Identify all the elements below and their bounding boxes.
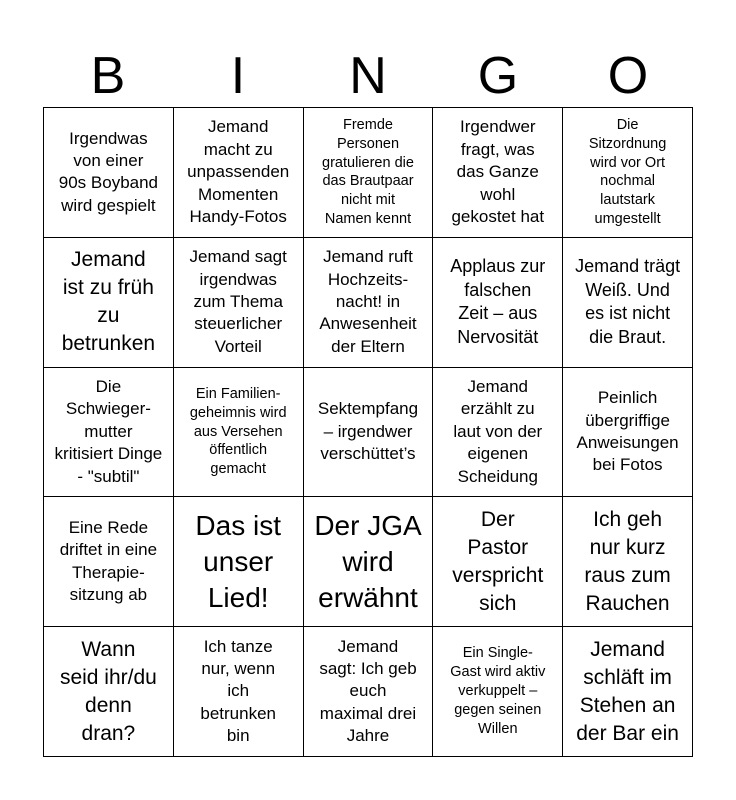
bingo-cell[interactable]: Das ist unser Lied!	[174, 497, 304, 627]
bingo-cell[interactable]: Ein Familien- geheimnis wird aus Versehen öffentlich gemacht	[174, 368, 304, 498]
bingo-cell[interactable]: Fremde Personen gratulieren die das Brautpaar nicht mit Namen kennt	[304, 108, 434, 238]
bingo-cell[interactable]: Ich tanze nur, wenn ich betrunken bin	[174, 627, 304, 757]
bingo-cell[interactable]: Eine Rede driftet in eine Therapie- sitzung ab	[44, 497, 174, 627]
bingo-cell[interactable]: Jemand trägt Weiß. Und es ist nicht die Braut.	[563, 238, 693, 368]
bingo-cell[interactable]: Ich geh nur kurz raus zum Rauchen	[563, 497, 693, 627]
header-letter-i: I	[230, 47, 246, 105]
header-letter-b: B	[90, 47, 126, 105]
bingo-cell[interactable]: Sektempfang – irgendwer verschüttet’s	[304, 368, 434, 498]
bingo-cell[interactable]: Applaus zur falschen Zeit – aus Nervosität	[433, 238, 563, 368]
bingo-cell[interactable]: Irgendwer fragt, was das Ganze wohl gekostet hat	[433, 108, 563, 238]
header-letter-n: N	[349, 47, 387, 105]
bingo-cell[interactable]: Peinlich übergriffige Anweisungen bei Fotos	[563, 368, 693, 498]
bingo-cell[interactable]: Die Schwieger- mutter kritisiert Dinge - "subtil"	[44, 368, 174, 498]
bingo-grid	[43, 107, 693, 757]
bingo-cell[interactable]: Der JGA wird erwähnt	[304, 497, 434, 627]
bingo-cell[interactable]: Jemand macht zu unpassenden Momenten Handy-Fotos	[174, 108, 304, 238]
header-letter-g: G	[477, 47, 519, 105]
bingo-cell[interactable]: Ein Single- Gast wird aktiv verkuppelt – gegen seinen Willen	[433, 627, 563, 757]
header-letter-o: O	[607, 47, 649, 105]
bingo-cell[interactable]: Jemand erzählt zu laut von der eigenen Scheidung	[433, 368, 563, 498]
bingo-cell[interactable]: Wann seid ihr/du denn dran?	[44, 627, 174, 757]
bingo-header	[43, 44, 693, 108]
bingo-cell[interactable]: Jemand sagt irgendwas zum Thema steuerlicher Vorteil	[174, 238, 304, 368]
bingo-cell[interactable]: Irgendwas von einer 90s Boyband wird gespielt	[44, 108, 174, 238]
bingo-cell[interactable]: Jemand ist zu früh zu betrunken	[44, 238, 174, 368]
bingo-cell[interactable]: Jemand schläft im Stehen an der Bar ein	[563, 627, 693, 757]
bingo-cell[interactable]: Jemand sagt: Ich geb euch maximal drei Jahre	[304, 627, 434, 757]
bingo-cell[interactable]: Jemand ruft Hochzeits- nacht! in Anwesenheit der Eltern	[304, 238, 434, 368]
bingo-cell[interactable]: Der Pastor verspricht sich	[433, 497, 563, 627]
bingo-cell[interactable]: Die Sitzordnung wird vor Ort nochmal lautstark umgestellt	[563, 108, 693, 238]
